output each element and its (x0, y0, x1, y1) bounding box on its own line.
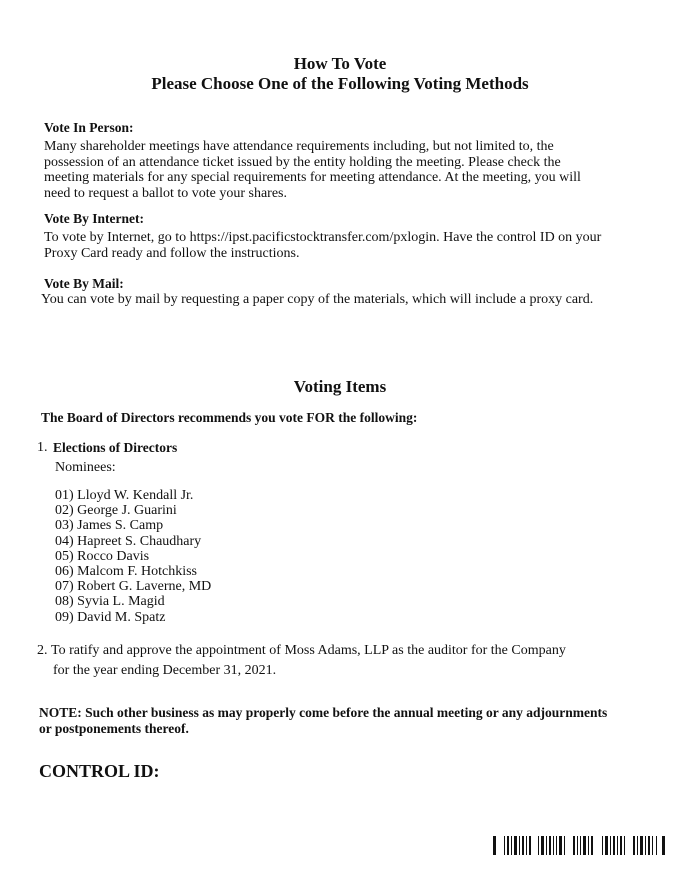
text-line: need to request a ballot to vote your shares. (44, 185, 287, 201)
note (39, 705, 607, 736)
item-2-number: 2. (37, 643, 48, 658)
page-title: How To Vote (293, 54, 387, 73)
vote-by-internet-text (44, 230, 601, 261)
item-1-number: 1. (37, 440, 48, 455)
barcode-icon (493, 836, 665, 855)
text-line: Many shareholder meetings have attendance requirements including, but not limited to, the (44, 139, 554, 154)
note-line: or postponements thereof. (39, 720, 189, 736)
nominee-item: 07) Robert G. Laverne, MD (55, 579, 212, 595)
nominees-label: Nominees: (55, 460, 116, 475)
control-id-label: CONTROL ID: (39, 761, 160, 781)
vote-by-mail-text: You can vote by mail by requesting a paper copy of the materials, which will include a proxy card. (41, 292, 594, 307)
nominee-item: 03) James S. Camp (55, 518, 164, 534)
page-subtitle: Please Choose One of the Following Voting Methods (151, 74, 529, 93)
vote-in-person-heading: Vote In Person: (44, 120, 134, 135)
text-line: possession of an attendance ticket issued by the entity holding the meeting. Please check the (44, 154, 561, 170)
vote-in-person-text (44, 139, 581, 201)
nominee-item: 08) Syvia L. Magid (55, 594, 165, 610)
nominee-list (55, 488, 211, 625)
nominee-item: 01) Lloyd W. Kendall Jr. (55, 488, 194, 503)
nominee-item: 04) Hapreet S. Chaudhary (55, 533, 202, 549)
note-line: NOTE: Such other business as may properly come before the annual meeting or any adjournments (39, 705, 608, 720)
text-line: meeting materials for any special requirements for meeting attendance. At the meeting, you will (44, 170, 581, 185)
nominee-item: 02) George J. Guarini (55, 503, 177, 519)
item-2-text-line-2: for the year ending December 31, 2021. (53, 663, 277, 678)
item-1-label: Elections of Directors (53, 440, 178, 455)
text-line: To vote by Internet, go to https://ipst.pacificstocktransfer.com/pxlogin. Have the control ID on your (44, 230, 602, 245)
vote-by-mail-heading: Vote By Mail: (44, 276, 124, 291)
nominee-item: 09) David M. Spatz (55, 609, 166, 625)
vote-by-internet-heading: Vote By Internet: (44, 211, 144, 226)
item-2-text-line-1: To ratify and approve the appointment of Moss Adams, LLP as the auditor for the Company (51, 643, 566, 658)
text-line: Proxy Card ready and follow the instructions. (44, 245, 300, 261)
nominee-item: 05) Rocco Davis (55, 548, 150, 564)
board-recommendation: The Board of Directors recommends you vote FOR the following: (41, 410, 418, 425)
voting-items-title: Voting Items (293, 377, 387, 396)
nominee-item: 06) Malcom F. Hotchkiss (55, 564, 197, 580)
